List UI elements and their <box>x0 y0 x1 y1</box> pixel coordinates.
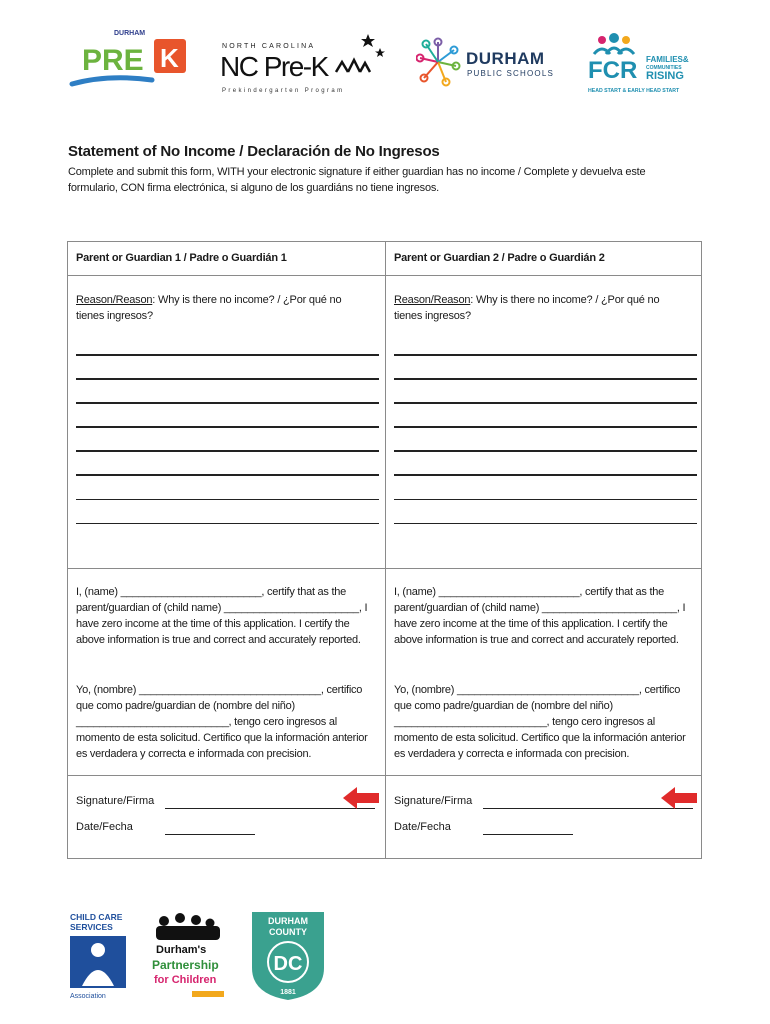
dc-logo-monogram: DC <box>273 953 303 975</box>
prek-logo-k-letter: K <box>160 43 179 73</box>
guardian-2-certify-english: I, (name) ________________________, certify that as the parent/guardian of (child name) _______________________, I have zero income at the time of this application. I certify the above information is true and correct and accurately reported. <box>394 586 686 646</box>
guardian-1-reason-question: : Why is there no income? / ¿Por qué no tienes ingresos? <box>76 294 342 322</box>
guardian-2-reason-label: Reason/Reason <box>394 294 471 306</box>
durham-prek-logo <box>68 26 198 94</box>
guardian-1-certify-english: I, (name) ________________________, certify that as the parent/guardian of (child name) _______________________, I have zero income at the time of this application. I certify the above information is true and correct and accurately reported. <box>76 586 368 646</box>
guardian-1-reason-prompt <box>76 292 372 324</box>
answer-line[interactable] <box>394 474 697 476</box>
guardian-2-header: Parent or Guardian 2 / Padre o Guardián 2 <box>394 252 605 264</box>
answer-line[interactable] <box>76 354 379 356</box>
dc-logo-line1: DURHAM <box>268 916 308 926</box>
nc-prek-logo <box>218 26 396 96</box>
durhams-partnership-for-children-logo <box>150 913 226 1001</box>
answer-line[interactable] <box>394 450 697 452</box>
guardian-2-column <box>386 242 703 858</box>
answer-line[interactable] <box>394 523 697 525</box>
guardian-1-reason-answer-lines[interactable] <box>76 354 379 547</box>
ccs-logo-line2: SERVICES <box>70 922 113 932</box>
ccs-logo-line3: Association <box>70 993 106 1000</box>
answer-line[interactable] <box>76 378 379 380</box>
guardian-1-certify-spanish: Yo, (nombre) _______________________________, certifico que como padre/guardian de (nombre del niño) __________________________, tengo cero ingresos al momento de esta solicitud. Certifico que la información anterior es verdadera y correcta e informada con precision. <box>76 684 368 760</box>
guardian-1-date-label: Date/Fecha <box>76 821 133 833</box>
dpc-logo-line2: Partnership <box>152 958 219 972</box>
nc-logo-stars-icon <box>361 34 385 57</box>
guardian-1-column <box>68 242 385 858</box>
guardian-1-date-field[interactable] <box>165 834 255 835</box>
fcr-logo-tagline: HEAD START & EARLY HEAD START <box>588 88 680 94</box>
answer-line[interactable] <box>394 354 697 356</box>
dc-logo-line2: COUNTY <box>269 927 307 937</box>
nc-logo-sub-text: Prekindergarten Program <box>222 88 345 94</box>
answer-line[interactable] <box>76 474 379 476</box>
intro-instructions: Complete and submit this form, WITH your electronic signature if either guardian has no income / Complete y devuelva este formulario, CON firma electrónica, si alguno de los guardiáns no tiene ingresos. <box>68 166 646 194</box>
durham-public-schools-logo <box>416 36 564 88</box>
guardian-2-reason-prompt <box>394 292 690 324</box>
nc-logo-children-icon <box>336 60 370 72</box>
answer-line[interactable] <box>76 523 379 525</box>
nc-logo-top-text: NORTH CAROLINA <box>222 43 316 50</box>
red-arrow-left-icon <box>661 787 697 809</box>
dc-logo-year: 1881 <box>280 989 296 996</box>
families-communities-rising-logo <box>586 32 696 96</box>
fcr-logo-letters: FCR <box>588 57 638 84</box>
dpc-logo-line3: for Children <box>154 974 217 986</box>
page-title: Statement of No Income / Declaración de No Ingresos <box>68 143 440 160</box>
prek-logo-main-text: PRE <box>82 44 144 77</box>
guardian-1-reason-label: Reason/Reason <box>76 294 153 306</box>
answer-line[interactable] <box>76 426 379 428</box>
answer-line[interactable] <box>394 402 697 404</box>
answer-line[interactable] <box>394 426 697 428</box>
guardian-2-certify-spanish: Yo, (nombre) _______________________________, certifico que como padre/guardian de (nombre del niño) __________________________, tengo cero ingresos al momento de esta solicitud. Certifico que la información anterior es verdadera y correcta e informada con precision. <box>394 684 686 760</box>
answer-line[interactable] <box>76 402 379 404</box>
prek-logo-top-text: DURHAM <box>114 30 146 37</box>
child-care-services-logo <box>68 910 130 1002</box>
red-arrow-left-icon <box>343 787 379 809</box>
guardian-2-signature-label: Signature/Firma <box>394 795 473 807</box>
no-income-form-table <box>67 241 702 859</box>
fcr-logo-rising: RISING <box>646 70 684 82</box>
guardian-2-date-field[interactable] <box>483 834 573 835</box>
answer-line[interactable] <box>76 499 379 501</box>
guardian-1-header: Parent or Guardian 1 / Padre o Guardián 1 <box>76 252 287 264</box>
guardian-2-reason-answer-lines[interactable] <box>394 354 697 547</box>
dpc-logo-line1: Durham's <box>156 944 207 956</box>
dps-logo-main-text: DURHAM <box>466 49 545 68</box>
durham-county-logo <box>250 910 326 1002</box>
ccs-logo-line1: CHILD CARE <box>70 912 123 922</box>
dps-burst-icon <box>417 39 460 86</box>
fcr-people-icon <box>594 33 634 54</box>
dpc-logo-color-strip <box>192 991 224 997</box>
answer-line[interactable] <box>394 499 697 501</box>
answer-line[interactable] <box>76 450 379 452</box>
guardian-1-signature-label: Signature/Firma <box>76 795 155 807</box>
nc-logo-main-text: NC Pre-K <box>220 51 328 82</box>
guardian-2-date-label: Date/Fecha <box>394 821 451 833</box>
prek-logo-crayon-swoosh <box>72 78 152 84</box>
fcr-logo-communities: COMMUNITIES <box>646 65 682 71</box>
dpc-children-silhouettes-icon <box>156 913 220 940</box>
fcr-logo-families: FAMILIES& <box>646 55 689 64</box>
dps-logo-sub-text: PUBLIC SCHOOLS <box>467 69 555 78</box>
ccs-logo-head-icon <box>91 943 105 957</box>
guardian-2-reason-question: : Why is there no income? / ¿Por qué no tienes ingresos? <box>394 294 660 322</box>
answer-line[interactable] <box>394 378 697 380</box>
